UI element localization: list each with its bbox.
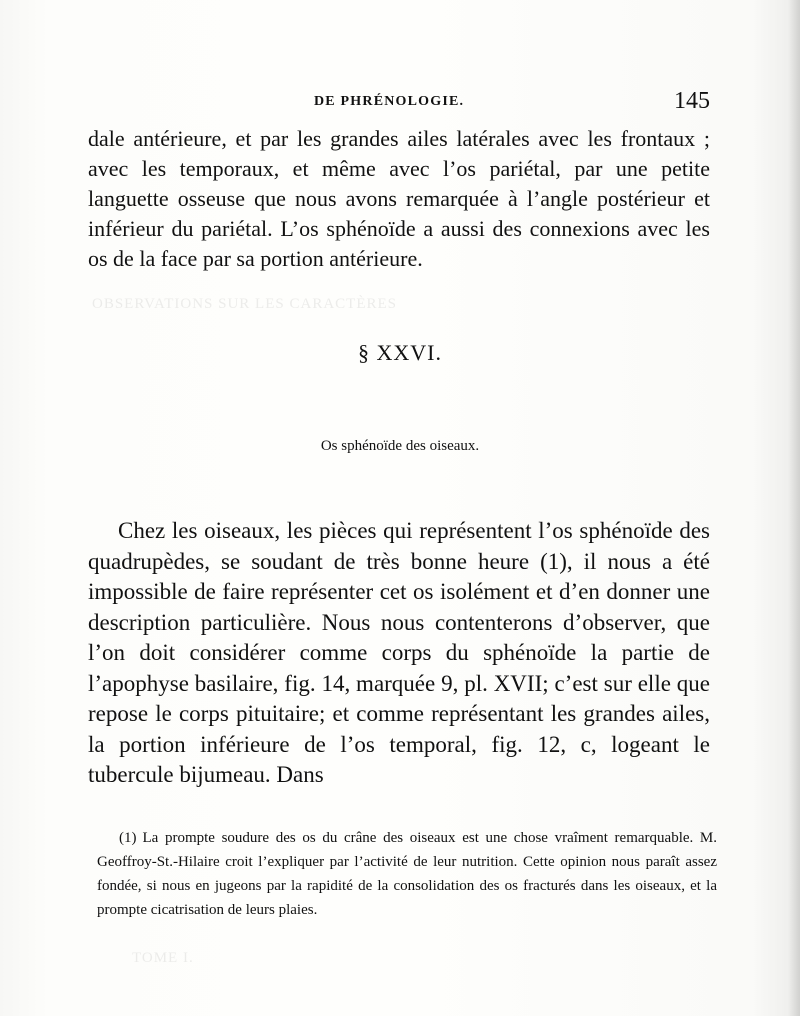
bleed-through-text: OBSERVATIONS SUR LES CARACTÈRES [92,296,397,312]
bleed-through-text: TOME I. [132,950,194,966]
footnote-marker: (1) [119,830,137,846]
page-header [88,88,710,118]
footnote [97,826,717,922]
section-heading: § XXVI. [358,340,442,365]
section-subtitle: Os sphénoïde des oiseaux. [320,438,480,454]
page-edge-shadow [788,0,800,1016]
body-paragraph: Chez les oiseaux, les pièces qui représentent l’os sphénoïde des quadrupèdes, se soudant de très bonne heure (1), il nous a été impossible de faire représenter cet os isolément et d’en donner une description particulière. Nous nous contenterons d’observer, que l’on doit considérer comme corps du sphénoïde la partie de l’apophyse basilaire, fig. 14, marquée 9, pl. XVII; c’est sur elle que repose le corps pituitaire; et comme représentant les grandes ailes, la portion inférieure de l’os temporal, fig. 12, c, logeant le tubercule bijumeau. Dans [88,518,710,787]
running-title: DE PHRÉNOLOGIE. [314,94,465,109]
body-paragraph-continuation: dale antérieure, et par les grandes ailes latérales avec les frontaux ; avec les temporaux, et même avec l’os pariétal, par une petite languette osseuse que nous avons remarquée à l’angle postérieur et inférieur du pariétal. L’os sphénoïde a aussi des connexions avec les os de la face par sa portion antérieure. [88,126,710,271]
footnote-text: La prompte soudure des os du crâne des oiseaux est une chose vraîment remarquable. M. Geoffroy-St.-Hilaire croit l’expliquer par l’activité de leur nutrition. Cette opinion nous paraît assez fondée, si nous en jugeons par la rapidité de la consolidation des os fracturés dans les oiseaux, et la prompte cicatrisation de leurs plaies. [97,830,717,918]
page-number: 145 [674,88,710,114]
